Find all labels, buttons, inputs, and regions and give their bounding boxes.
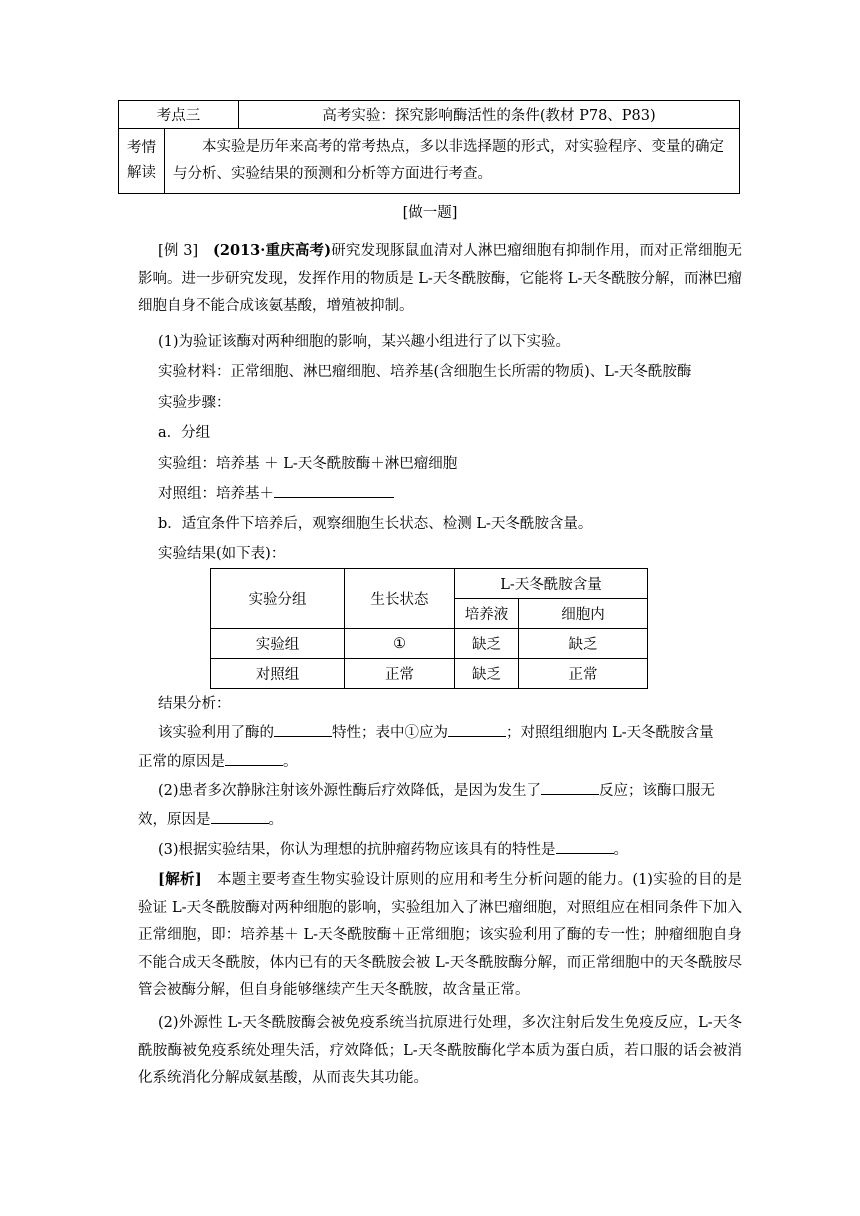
answer-blank[interactable] bbox=[274, 483, 394, 498]
answer-blank[interactable] bbox=[225, 751, 283, 766]
header-cell: 细胞内 bbox=[519, 599, 648, 629]
answer-blank[interactable] bbox=[448, 722, 506, 737]
analysis-line-1: 该实验利用了酶的 特性；表中①应为 ；对照组细胞内 L-天冬酰胺含量 bbox=[158, 721, 714, 742]
question-2-line-2: 效，原因是 。 bbox=[138, 808, 283, 829]
table-row: 对照组 正常 缺乏 正常 bbox=[211, 659, 648, 689]
header-content: L-天冬酰胺含量 bbox=[455, 569, 648, 599]
topic-header-box bbox=[118, 100, 740, 194]
results-label: 实验结果(如下表)： bbox=[158, 546, 286, 562]
results-table bbox=[210, 568, 648, 689]
header-medium: 培养液 bbox=[455, 599, 519, 629]
header-state: 生长状态 bbox=[345, 569, 455, 629]
step-b: b．适宜条件下培养后，观察细胞生长状态、检测 L-天冬酰胺含量。 bbox=[158, 516, 593, 532]
analysis-paragraph-1: [解析] 本题主要考查生物实验设计原则的应用和考生分析问题的能力。(1)实验的目的是验证 L-天冬酰胺酶对两种细胞的影响，实验组加入了淋巴瘤细胞，对照组应在相同条件下加入正常细胞，即：培养基＋ L-天冬酰胺酶＋正常细胞；该实验利用了酶的专一性；肿瘤细胞自身不能合成天冬酰胺，体内已有的天冬酰胺会被 L-天冬酰胺酶分解，而正常细胞中的天冬酰胺尽管会被酶分解，但自身能够继续产生天冬酰胺，故含量正常。 bbox=[138, 871, 742, 998]
answer-blank[interactable] bbox=[556, 839, 614, 854]
answer-blank[interactable] bbox=[274, 722, 332, 737]
analysis-label: 结果分析： bbox=[158, 696, 231, 712]
analysis-paragraph-2: (2)外源性 L-天冬酰胺酶会被免疫系统当抗原进行处理，多次注射后发生免疫反应，L-天冬酰胺酶被免疫系统处理失活，疗效降低；L-天冬酰胺酶化学本质为蛋白质，若口服的话会被消化系统消化分解成氨基酸，从而丧失其功能。 bbox=[138, 1015, 742, 1086]
exam-interpretation-label: 考情 解读 bbox=[119, 129, 165, 194]
example-source: (2013·重庆高考) bbox=[213, 242, 332, 259]
answer-blank[interactable] bbox=[211, 809, 269, 824]
step-a: a．分组 bbox=[158, 425, 211, 441]
question-3: (3)根据实验结果，你认为理想的抗肿瘤药物应该具有的特性是 。 bbox=[158, 838, 628, 859]
exam-interpretation-text: 本实验是历年来高考的常考热点，多以非选择题的形式，对实验程序、变量的确定与分析、实验结果的预测和分析等方面进行考查。 bbox=[165, 129, 740, 194]
experiment-group: 实验组：培养基 ＋ L-天冬酰胺酶＋淋巴瘤细胞 bbox=[158, 456, 458, 472]
example-tag: [例 3] bbox=[158, 243, 199, 259]
example-intro: [例 3] (2013·重庆高考)研究发现豚鼠血清对人淋巴瘤细胞有抑制作用，而对正常细胞无影响。进一步研究发现，发挥作用的物质是 L-天冬酰胺酶，它能将 L-天冬酰胺分解，而淋巴瘤细胞自身不能合成该氨基酸，增殖被抑制。 bbox=[138, 242, 742, 314]
question-1: (1)为验证该酶对两种细胞的影响，某兴趣小组进行了以下实验。 bbox=[158, 334, 571, 350]
analysis-line-2: 正常的原因是 。 bbox=[138, 750, 298, 771]
materials: 实验材料：正常细胞、淋巴瘤细胞、培养基(含细胞生长所需的物质)、L-天冬酰胺酶 bbox=[158, 364, 692, 380]
table-row: 实验组 ① 缺乏 缺乏 bbox=[211, 629, 648, 659]
analysis-tag: [解析] bbox=[158, 871, 202, 888]
steps-label: 实验步骤： bbox=[158, 395, 231, 411]
header-group: 实验分组 bbox=[211, 569, 345, 629]
control-group: 对照组：培养基＋ bbox=[158, 482, 394, 503]
topic-title: 高考实验：探究影响酶活性的条件(教材 P78、P83) bbox=[239, 101, 740, 129]
question-2-line-1: (2)患者多次静脉注射该外源性酶后疗效降低，是因为发生了 反应；该酶口服无 bbox=[158, 779, 715, 800]
topic-label: 考点三 bbox=[119, 101, 239, 129]
answer-blank[interactable] bbox=[541, 780, 599, 795]
section-title: [做一题] bbox=[402, 205, 458, 221]
